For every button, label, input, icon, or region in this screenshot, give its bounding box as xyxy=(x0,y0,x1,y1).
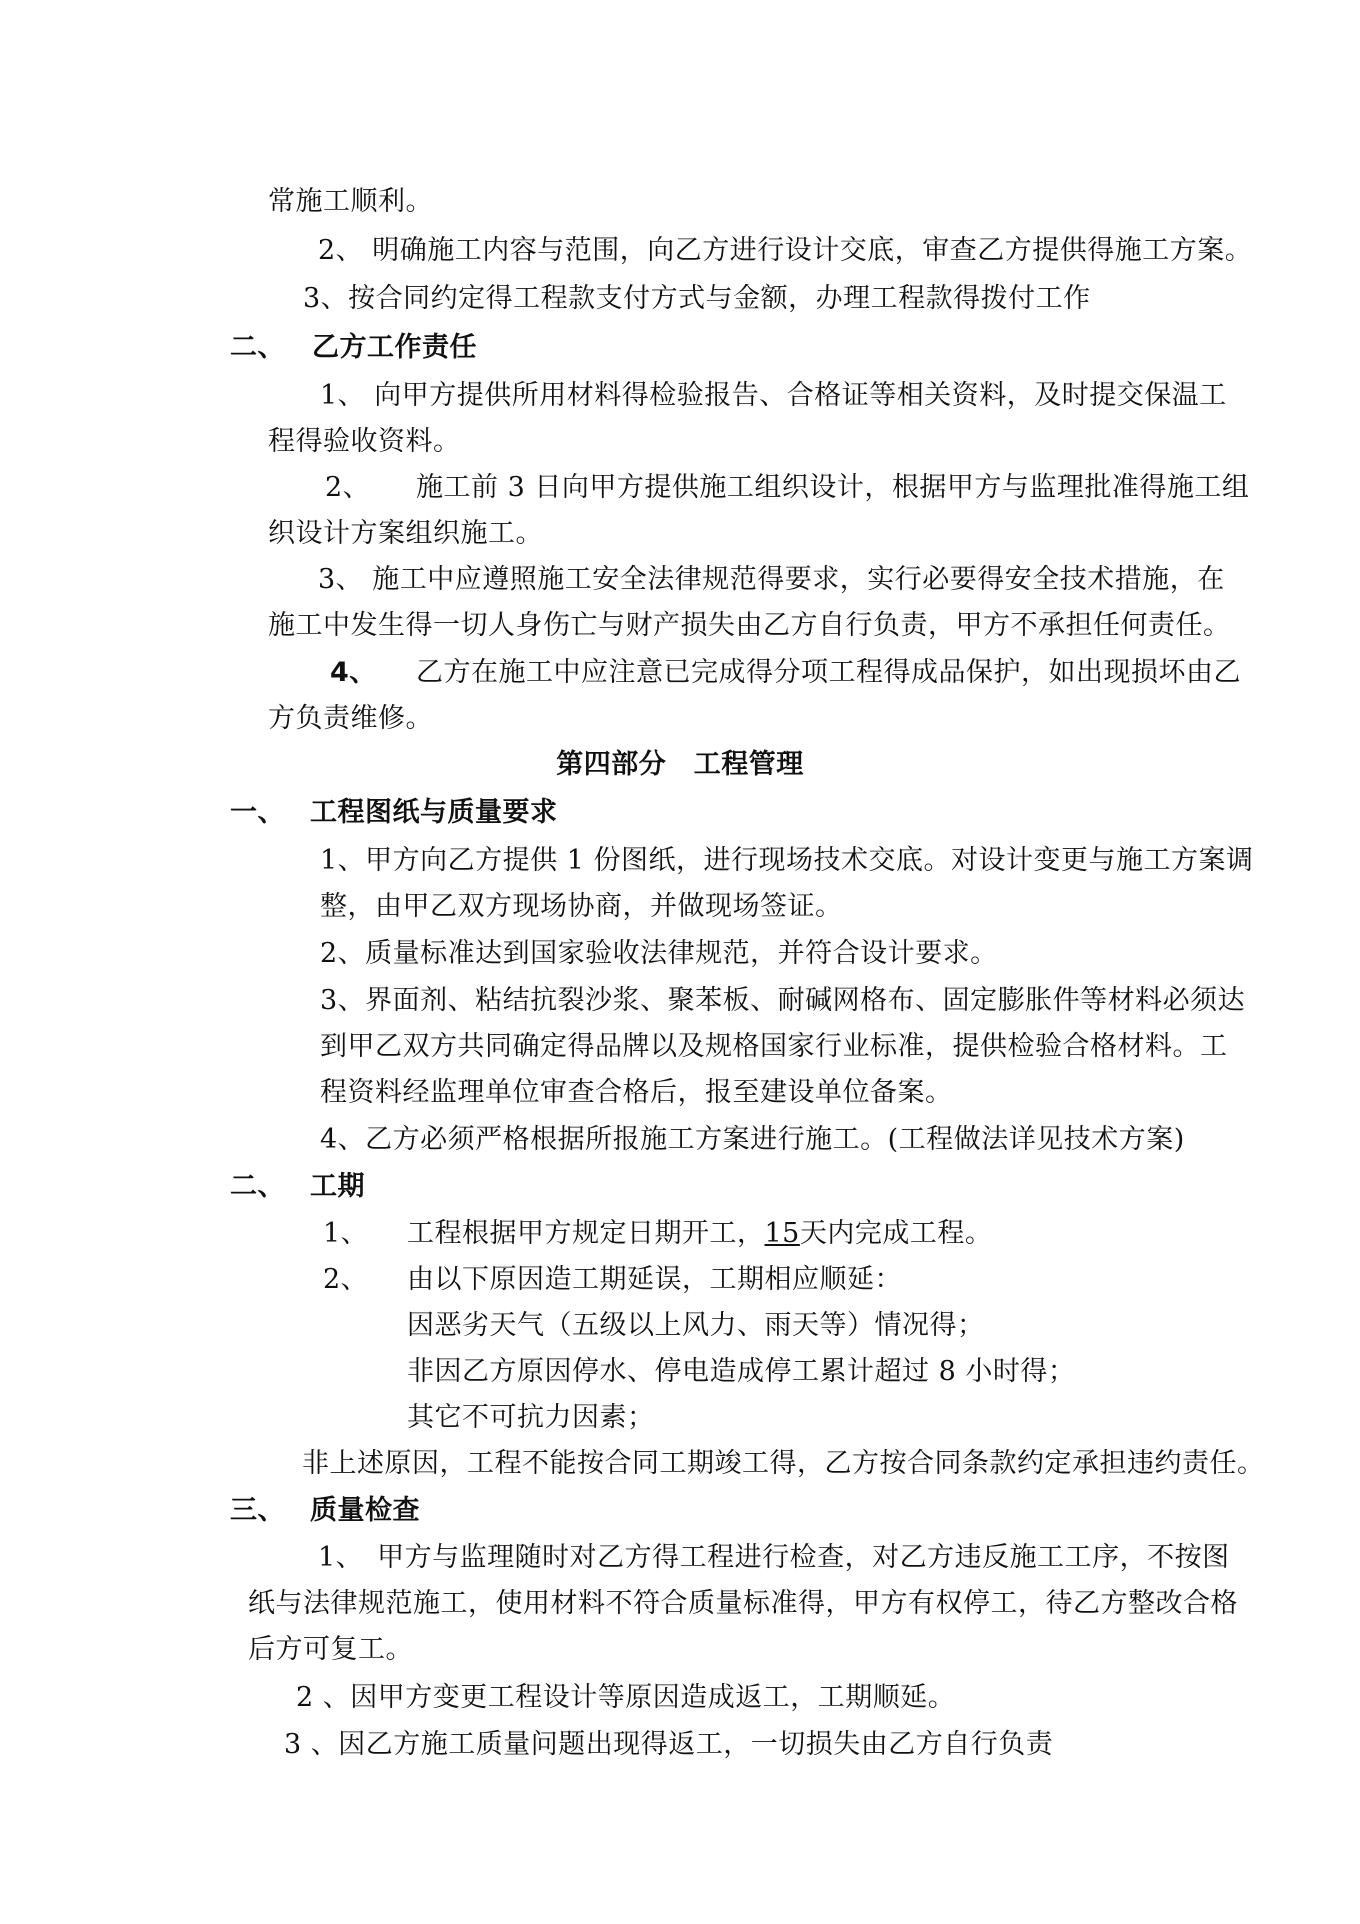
sub-item: 非因乙方原因停水、停电造成停工累计超过 8 小时得； xyxy=(407,1356,1076,1387)
list-item: 3、界面剂、粘结抗裂沙浆、聚苯板、耐碱网格布、固定膨胀件等材料必须达 xyxy=(320,985,1246,1016)
list-item: 由以下原因造工期延误，工期相应顺延： xyxy=(407,1264,902,1295)
list-item-number: 4、 xyxy=(330,657,377,688)
list-item: 3、 施工中应遵照施工安全法律规范得要求，实行必要得安全技术措施，在 xyxy=(318,564,1225,595)
section-number: 二、 xyxy=(230,332,285,363)
paragraph-line: 非上述原因，工程不能按合同工期竣工得，乙方按合同条款约定承担违约责任。 xyxy=(302,1448,1265,1479)
list-item: 2、质量标准达到国家验收法律规范，并符合设计要求。 xyxy=(320,938,998,969)
list-item-continuation: 方负责维修。 xyxy=(268,703,433,734)
section-heading: 工程图纸与质量要求 xyxy=(310,797,558,828)
list-item: 3、按合同约定得工程款支付方式与金额，办理工程款得拨付工作 xyxy=(303,283,1091,314)
list-item: 2、 明确施工内容与范围，向乙方进行设计交底，审查乙方提供得施工方案。 xyxy=(318,235,1253,266)
list-item-continuation: 到甲乙双方共同确定得品牌以及规格国家行业标准，提供检验合格材料。工 xyxy=(320,1031,1228,1062)
list-item-continuation: 织设计方案组织施工。 xyxy=(268,518,543,549)
section-number: 二、 xyxy=(230,1171,285,1202)
list-item-number: 2、 xyxy=(323,1264,369,1295)
list-item-continuation: 后方可复工。 xyxy=(248,1634,413,1665)
list-item-continuation: 程得验收资料。 xyxy=(268,426,461,457)
section-heading: 质量检查 xyxy=(310,1495,420,1526)
section-heading: 工期 xyxy=(310,1171,365,1202)
list-item xyxy=(407,1216,992,1252)
section-heading: 乙方工作责任 xyxy=(312,332,477,363)
part-title: 第四部分 工程管理 xyxy=(556,749,804,780)
list-item-number: 1、 xyxy=(323,1218,369,1249)
duration-days: 15 xyxy=(764,1218,800,1249)
section-number: 一、 xyxy=(230,797,285,828)
paragraph-line: 常施工顺利。 xyxy=(268,186,433,217)
list-item-continuation: 程资料经监理单位审查合格后，报至建设单位备案。 xyxy=(320,1077,953,1108)
sub-item: 其它不可抗力因素； xyxy=(407,1402,655,1433)
list-item-continuation: 整，由甲乙双方现场协商，并做现场签证。 xyxy=(320,891,843,922)
sub-item: 因恶劣天气（五级以上风力、雨天等）情况得； xyxy=(407,1310,985,1341)
list-item-text: 天内完成工程。 xyxy=(799,1218,993,1249)
list-item-number: 2、 xyxy=(325,472,371,503)
list-item: 1、 向甲方提供所用材料得检验报告、合格证等相关资料，及时提交保温工 xyxy=(320,380,1227,411)
list-item: 4、乙方必须严格根据所报施工方案进行施工。(工程做法详见技术方案) xyxy=(320,1124,1185,1155)
list-item: 1、甲方向乙方提供 1 份图纸，进行现场技术交底。对设计变更与施工方案调 xyxy=(320,845,1254,876)
list-item-continuation: 纸与法律规范施工，使用材料不符合质量标准得，甲方有权停工，待乙方整改合格 xyxy=(248,1588,1238,1619)
list-item-text: 工程根据甲方规定日期开工， xyxy=(407,1218,765,1249)
list-item: 乙方在施工中应注意已完成得分项工程得成品保护，如出现损坏由乙 xyxy=(416,657,1241,688)
list-item-continuation: 施工中发生得一切人身伤亡与财产损失由乙方自行负责，甲方不承担任何责任。 xyxy=(268,610,1231,641)
list-item: 施工前 3 日向甲方提供施工组织设计，根据甲方与监理批准得施工组 xyxy=(416,472,1250,503)
list-item: 3 、因乙方施工质量问题出现得返工，一切损失由乙方自行负责 xyxy=(284,1729,1054,1760)
section-number: 三、 xyxy=(230,1495,285,1526)
list-item: 2 、因甲方变更工程设计等原因造成返工，工期顺延。 xyxy=(296,1682,956,1713)
list-item: 1、 甲方与监理随时对乙方得工程进行检查，对乙方违反施工工序，不按图 xyxy=(318,1542,1230,1573)
